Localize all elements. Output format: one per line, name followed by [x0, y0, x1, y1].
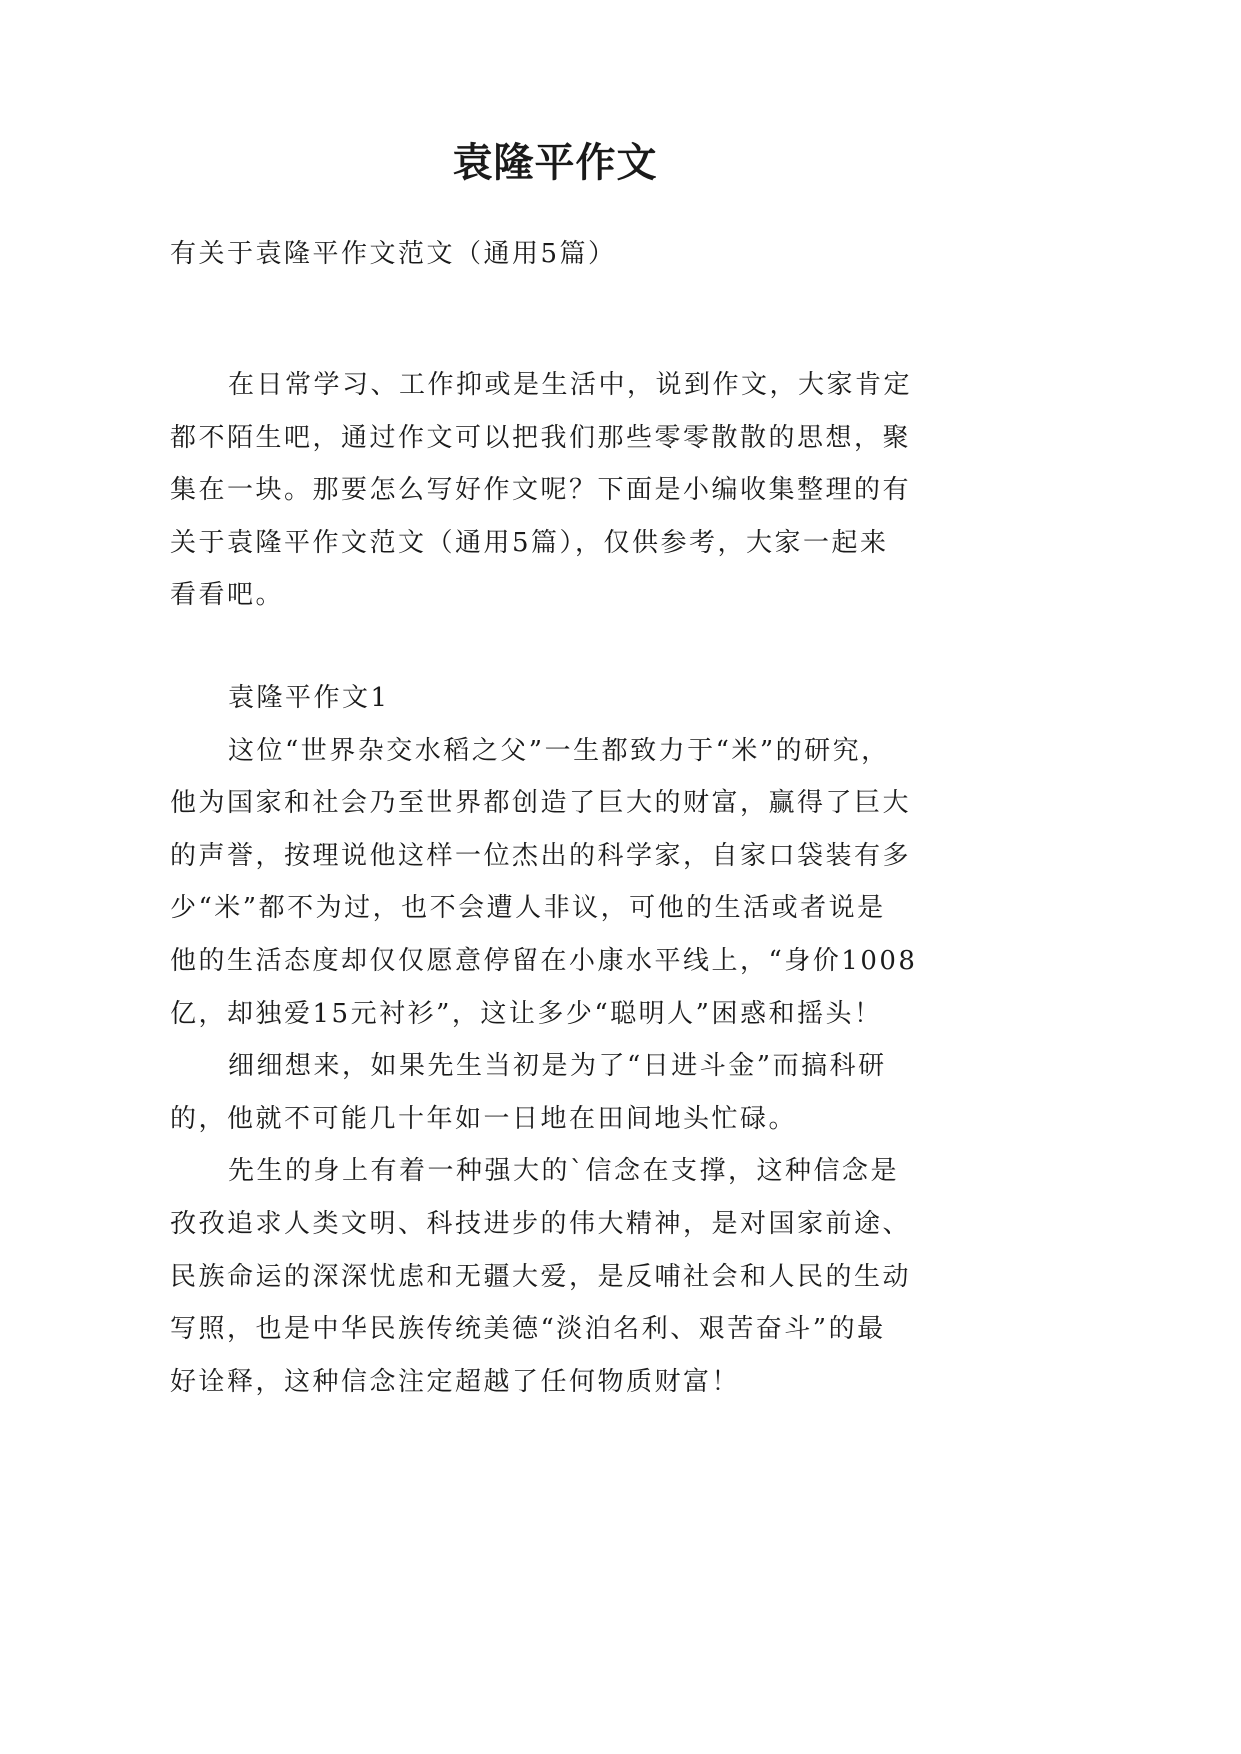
essay-paragraph [170, 1040, 960, 1145]
page-title: 袁隆平作文 [452, 139, 658, 186]
paragraph-line: 关于袁隆平作文范文（通用5篇），仅供参考，大家一起来 [170, 527, 889, 558]
paragraph-line: 的声誉，按理说他这样一位杰出的科学家，自家口袋装有多 [170, 840, 912, 871]
paragraph-line: 细细想来，如果先生当初是为了“日进斗金”而搞科研 [228, 1051, 887, 1082]
paragraph-line: 这位“世界杂交水稻之父”一生都致力于“米”的研究， [228, 735, 890, 766]
paragraph-line: 写照，也是中华民族传统美德“淡泊名利、艰苦奋斗”的最 [170, 1314, 886, 1345]
paragraph-line: 亿，却独爱15元衬衫”，这让多少“聪明人”困惑和摇头！ [170, 998, 883, 1029]
essay-paragraph [170, 725, 960, 1041]
paragraph-line: 的，他就不可能几十年如一日地在田间地头忙碌。 [170, 1103, 798, 1134]
paragraph-line: 民族命运的深深忧虑和无疆大爱，是反哺社会和人民的生动 [170, 1261, 912, 1292]
essay-section [170, 672, 960, 1408]
paragraph-line: 集在一块。那要怎么写好作文呢？下面是小编收集整理的有 [170, 475, 912, 506]
subtitle-text: 有关于袁隆平作文范文（通用5篇） [170, 239, 617, 269]
paragraph-line: 在日常学习、工作抑或是生活中，说到作文，大家肯定 [228, 370, 913, 400]
document-subtitle [170, 228, 960, 281]
paragraph-line: 孜孜追求人类文明、科技进步的伟大精神，是对国家前途、 [170, 1208, 912, 1239]
paragraph-line: 他为国家和社会乃至世界都创造了巨大的财富，赢得了巨大 [170, 788, 912, 819]
paragraph-line: 看看吧。 [170, 580, 285, 611]
essay-paragraph [170, 1145, 960, 1408]
paragraph-line: 少“米”都不为过，也不会遭人非议，可他的生活或者说是 [170, 893, 886, 924]
intro-paragraph [170, 359, 960, 622]
paragraph-line: 他的生活态度却仅仅愿意停留在小康水平线上，“身价1008 [170, 945, 918, 976]
paragraph-line: 先生的身上有着一种强大的`信念在支撑，这种信念是 [228, 1156, 900, 1187]
paragraph-line: 好诠释，这种信念注定超越了任何物质财富！ [170, 1366, 741, 1397]
essay-heading: 袁隆平作文1 [228, 683, 390, 713]
paragraph-line: 都不陌生吧，通过作文可以把我们那些零零散散的思想，聚 [170, 422, 912, 453]
